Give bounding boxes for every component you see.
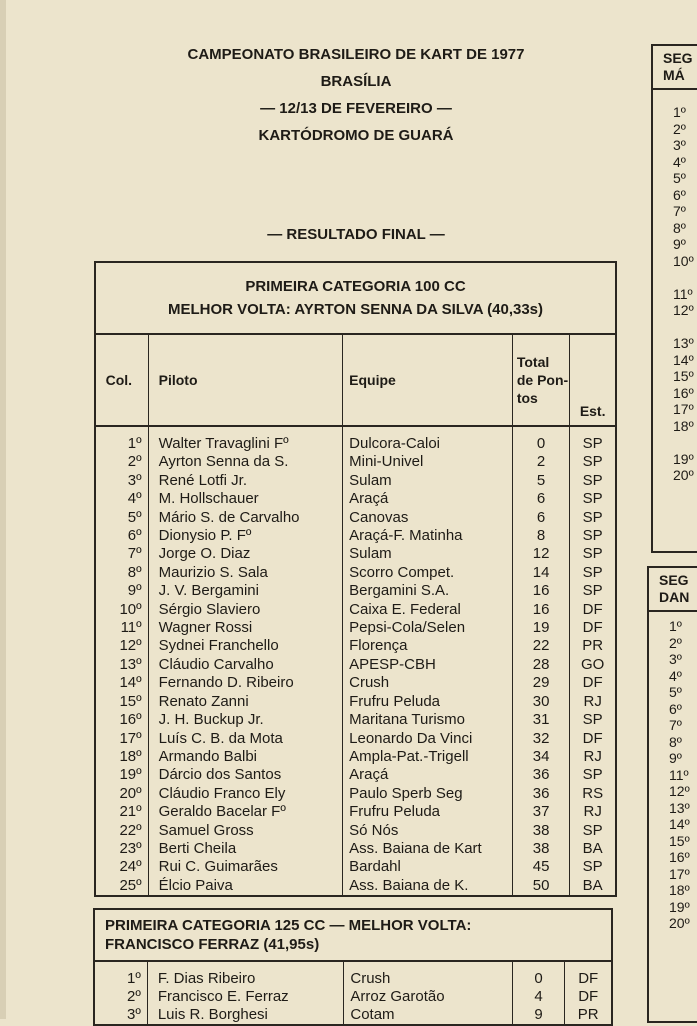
header-col: Col. <box>95 334 148 426</box>
points-cell: 38 <box>512 822 569 840</box>
points-cell: 6 <box>512 509 569 527</box>
driver-cell: Maurizio S. Sala <box>148 564 343 582</box>
side-position: 5º <box>669 684 682 700</box>
points-cell: 8 <box>512 527 569 545</box>
side-head-line2: MÁ <box>663 67 685 83</box>
table-row <box>95 545 616 563</box>
table-row <box>95 564 616 582</box>
state-cell: BA <box>570 840 616 858</box>
position-cell: 9º <box>95 582 148 600</box>
driver-cell: Francisco E. Ferraz <box>147 988 344 1006</box>
points-cell: 29 <box>512 674 569 692</box>
driver-cell: Berti Cheila <box>148 840 343 858</box>
side-position: 4º <box>673 153 686 170</box>
side-position <box>653 319 697 336</box>
state-cell: RJ <box>570 748 616 766</box>
position-cell: 25º <box>95 877 148 896</box>
header-equipe: Equipe <box>343 334 513 426</box>
table-row <box>95 656 616 674</box>
side-position: 20º <box>673 467 694 483</box>
table-caption <box>94 909 612 961</box>
event-dates: — 12/13 DE FEVEREIRO — <box>260 100 452 117</box>
side-head-line1: SEG <box>663 50 693 66</box>
state-cell: SP <box>570 527 616 545</box>
points-cell: 38 <box>512 840 569 858</box>
table-row <box>95 509 616 527</box>
table-row <box>95 858 616 876</box>
team-cell: Ampla-Pat.-Trigell <box>343 748 513 766</box>
points-cell: 0 <box>512 961 565 988</box>
team-cell: Canovas <box>343 509 513 527</box>
side-position: 2º <box>669 634 682 651</box>
position-cell: 3º <box>94 1006 147 1025</box>
table-row <box>95 490 616 508</box>
driver-cell: Luís C. B. da Mota <box>148 730 343 748</box>
state-cell: DF <box>565 961 612 988</box>
side-table-lower <box>647 566 697 1023</box>
side-position: 17º <box>673 401 694 417</box>
team-cell: Araçá-F. Matinha <box>343 527 513 545</box>
side-position <box>653 434 697 451</box>
team-cell: Arroz Garotão <box>344 988 512 1006</box>
side-position: 18º <box>669 882 690 898</box>
position-cell: 14º <box>95 674 148 692</box>
side-position: 5º <box>673 170 686 186</box>
table-row <box>94 961 612 988</box>
driver-cell: Ayrton Senna da S. <box>148 453 343 471</box>
points-cell: 36 <box>512 785 569 803</box>
driver-cell: Sydnei Franchello <box>148 637 343 655</box>
driver-cell: Geraldo Bacelar Fº <box>148 803 343 821</box>
table-row <box>95 601 616 619</box>
side-position: 10º <box>673 252 694 269</box>
state-cell: SP <box>570 453 616 471</box>
event-city: BRASÍLIA <box>320 73 392 90</box>
points-cell: 12 <box>512 545 569 563</box>
points-cell: 28 <box>512 656 569 674</box>
position-cell: 21º <box>95 803 148 821</box>
table-row <box>95 711 616 729</box>
points-cell: 19 <box>512 619 569 637</box>
category-title: PRIMEIRA CATEGORIA 100 CC <box>245 278 466 295</box>
driver-cell: Cláudio Franco Ely <box>148 785 343 803</box>
points-cell: 4 <box>512 988 565 1006</box>
team-cell: Frufru Peluda <box>343 693 513 711</box>
event-title: CAMPEONATO BRASILEIRO DE KART DE 1977 <box>187 46 525 63</box>
driver-cell: J. V. Bergamini <box>148 582 343 600</box>
table-row <box>95 822 616 840</box>
state-cell: SP <box>570 472 616 490</box>
team-cell: Maritana Turismo <box>343 711 513 729</box>
state-cell: SP <box>570 711 616 729</box>
best-lap: FRANCISCO FERRAZ (41,95s) <box>105 936 320 953</box>
position-cell: 24º <box>95 858 148 876</box>
table-row <box>95 453 616 471</box>
side-position: 19º <box>673 450 694 467</box>
position-cell: 18º <box>95 748 148 766</box>
driver-cell: Sérgio Slaviero <box>148 601 343 619</box>
position-cell: 2º <box>94 988 147 1006</box>
state-cell: SP <box>570 490 616 508</box>
position-cell: 15º <box>95 693 148 711</box>
table-row <box>95 527 616 545</box>
table-caption <box>95 262 616 334</box>
side-position: 1º <box>669 618 682 634</box>
position-cell: 19º <box>95 766 148 784</box>
side-position: 8º <box>669 733 682 750</box>
state-cell: RJ <box>570 803 616 821</box>
event-header <box>96 41 616 149</box>
position-cell: 8º <box>95 564 148 582</box>
driver-cell: Fernando D. Ribeiro <box>148 674 343 692</box>
points-cell: 6 <box>512 490 569 508</box>
position-cell: 6º <box>95 527 148 545</box>
side-position: 9º <box>669 750 682 766</box>
team-cell: Paulo Sperb Seg <box>343 785 513 803</box>
state-cell: SP <box>570 766 616 784</box>
points-cell: 30 <box>512 693 569 711</box>
points-cell: 31 <box>512 711 569 729</box>
state-cell: GO <box>570 656 616 674</box>
points-cell: 36 <box>512 766 569 784</box>
position-cell: 16º <box>95 711 148 729</box>
points-cell: 34 <box>512 748 569 766</box>
state-cell: SP <box>570 858 616 876</box>
side-head <box>653 46 697 90</box>
driver-cell: F. Dias Ribeiro <box>147 961 344 988</box>
side-position: 20º <box>669 915 690 931</box>
driver-cell: Mário S. de Carvalho <box>148 509 343 527</box>
team-cell: Sulam <box>343 472 513 490</box>
table-row <box>95 730 616 748</box>
points-cell: 32 <box>512 730 569 748</box>
team-cell: Araçá <box>343 766 513 784</box>
team-cell: Só Nós <box>343 822 513 840</box>
team-cell: Dulcora-Caloi <box>343 426 513 453</box>
team-cell: APESP-CBH <box>343 656 513 674</box>
side-position: 2º <box>673 120 686 137</box>
position-cell: 12º <box>95 637 148 655</box>
team-cell: Scorro Compet. <box>343 564 513 582</box>
table-row <box>95 766 616 784</box>
side-position: 15º <box>673 368 694 384</box>
state-cell: SP <box>570 426 616 453</box>
team-cell: Caixa E. Federal <box>343 601 513 619</box>
side-position: 14º <box>669 816 690 832</box>
position-cell: 1º <box>95 426 148 453</box>
table-row <box>95 803 616 821</box>
driver-cell: Dionysio P. Fº <box>148 527 343 545</box>
state-cell: DF <box>565 988 612 1006</box>
state-cell: SP <box>570 564 616 582</box>
position-cell: 3º <box>95 472 148 490</box>
header-piloto: Piloto <box>148 334 343 426</box>
header-total: Total de Pon- tos <box>512 334 569 426</box>
state-cell: SP <box>570 582 616 600</box>
event-venue: KARTÓDROMO DE GUARÁ <box>258 127 454 144</box>
team-cell: Bergamini S.A. <box>343 582 513 600</box>
driver-cell: Armando Balbi <box>148 748 343 766</box>
side-position: 13º <box>673 335 694 351</box>
team-cell: Araçá <box>343 490 513 508</box>
side-position: 6º <box>669 700 682 717</box>
team-cell: Mini-Univel <box>343 453 513 471</box>
table-row <box>95 426 616 453</box>
side-position: 17º <box>669 865 690 882</box>
driver-cell: Jorge O. Diaz <box>148 545 343 563</box>
state-cell: SP <box>570 545 616 563</box>
team-cell: Sulam <box>343 545 513 563</box>
table-row <box>95 748 616 766</box>
side-position: 14º <box>673 351 694 368</box>
driver-cell: Cláudio Carvalho <box>148 656 343 674</box>
state-cell: DF <box>570 601 616 619</box>
driver-cell: Renato Zanni <box>148 693 343 711</box>
side-position: 16º <box>669 849 690 865</box>
side-list <box>653 90 697 484</box>
side-position: 11º <box>673 285 693 302</box>
side-position: 19º <box>669 898 690 915</box>
position-cell: 20º <box>95 785 148 803</box>
position-cell: 2º <box>95 453 148 471</box>
team-cell: Leonardo Da Vinci <box>343 730 513 748</box>
side-table-upper <box>651 44 697 553</box>
side-position <box>653 269 697 286</box>
team-cell: Ass. Baiana de K. <box>343 877 513 896</box>
points-cell: 9 <box>512 1006 565 1025</box>
results-subtitle: — RESULTADO FINAL — <box>267 226 445 243</box>
points-cell: 45 <box>512 858 569 876</box>
state-cell: DF <box>570 619 616 637</box>
points-cell: 37 <box>512 803 569 821</box>
position-cell: 22º <box>95 822 148 840</box>
team-cell: Pepsi-Cola/Selen <box>343 619 513 637</box>
rows-100cc <box>95 426 616 896</box>
side-position: 13º <box>669 799 690 816</box>
table-row <box>95 472 616 490</box>
page-edge <box>0 0 6 1019</box>
state-cell: SP <box>570 822 616 840</box>
driver-cell: M. Hollschauer <box>148 490 343 508</box>
rows-125cc <box>94 961 612 1025</box>
position-cell: 13º <box>95 656 148 674</box>
table-row <box>95 693 616 711</box>
driver-cell: Luis R. Borghesi <box>147 1006 344 1025</box>
state-cell: BA <box>570 877 616 896</box>
position-cell: 7º <box>95 545 148 563</box>
side-position: 16º <box>673 384 694 401</box>
category-title: PRIMEIRA CATEGORIA 125 CC — MELHOR VOLTA: <box>105 917 472 934</box>
state-cell: DF <box>570 674 616 692</box>
state-cell: PR <box>565 1006 612 1025</box>
side-position: 8º <box>673 219 686 236</box>
side-position: 12º <box>669 783 690 799</box>
side-head-line1: SEG <box>659 572 689 588</box>
side-position: 12º <box>673 302 694 318</box>
driver-cell: Walter Travaglini Fº <box>148 426 343 453</box>
best-lap: MELHOR VOLTA: AYRTON SENNA DA SILVA (40,33s) <box>167 301 544 318</box>
team-cell: Crush <box>344 961 512 988</box>
side-head <box>649 568 697 612</box>
points-cell: 16 <box>512 601 569 619</box>
table-row <box>95 582 616 600</box>
team-cell: Florença <box>343 637 513 655</box>
state-cell: DF <box>570 730 616 748</box>
results-table-125cc <box>93 908 613 1026</box>
team-cell: Bardahl <box>343 858 513 876</box>
table-row <box>95 674 616 692</box>
side-position: 1º <box>673 104 686 120</box>
driver-cell: Élcio Paiva <box>148 877 343 896</box>
table-row <box>95 619 616 637</box>
driver-cell: Dárcio dos Santos <box>148 766 343 784</box>
position-cell: 11º <box>95 619 148 637</box>
position-cell: 10º <box>95 601 148 619</box>
driver-cell: Rui C. Guimarães <box>148 858 343 876</box>
side-position: 9º <box>673 236 686 252</box>
side-list <box>649 612 697 932</box>
points-cell: 14 <box>512 564 569 582</box>
driver-cell: J. H. Buckup Jr. <box>148 711 343 729</box>
points-cell: 16 <box>512 582 569 600</box>
position-cell: 4º <box>95 490 148 508</box>
side-position: 3º <box>673 137 686 153</box>
position-cell: 17º <box>95 730 148 748</box>
side-position: 15º <box>669 832 690 849</box>
driver-cell: René Lotfi Jr. <box>148 472 343 490</box>
table-row <box>94 1006 612 1025</box>
driver-cell: Samuel Gross <box>148 822 343 840</box>
position-cell: 1º <box>94 961 147 988</box>
points-cell: 5 <box>512 472 569 490</box>
position-cell: 23º <box>95 840 148 858</box>
team-cell: Cotam <box>344 1006 512 1025</box>
team-cell: Crush <box>343 674 513 692</box>
results-table-100cc <box>94 261 617 897</box>
side-position: 18º <box>673 417 694 434</box>
side-position: 3º <box>669 651 682 667</box>
state-cell: RJ <box>570 693 616 711</box>
table-row <box>95 877 616 896</box>
side-position: 4º <box>669 667 682 684</box>
header-est: Est. <box>570 334 616 426</box>
points-cell: 0 <box>512 426 569 453</box>
points-cell: 50 <box>512 877 569 896</box>
table-row <box>95 637 616 655</box>
column-headers <box>95 334 616 426</box>
team-cell: Ass. Baiana de Kart <box>343 840 513 858</box>
table-row <box>94 988 612 1006</box>
state-cell: SP <box>570 509 616 527</box>
side-position: 11º <box>669 766 689 783</box>
table-row <box>95 785 616 803</box>
side-position: 6º <box>673 186 686 203</box>
state-cell: RS <box>570 785 616 803</box>
side-position: 7º <box>673 203 686 219</box>
table-row <box>95 840 616 858</box>
driver-cell: Wagner Rossi <box>148 619 343 637</box>
side-position: 7º <box>669 717 682 733</box>
points-cell: 22 <box>512 637 569 655</box>
points-cell: 2 <box>512 453 569 471</box>
state-cell: PR <box>570 637 616 655</box>
team-cell: Frufru Peluda <box>343 803 513 821</box>
side-head-line2: DAN <box>659 589 690 605</box>
position-cell: 5º <box>95 509 148 527</box>
